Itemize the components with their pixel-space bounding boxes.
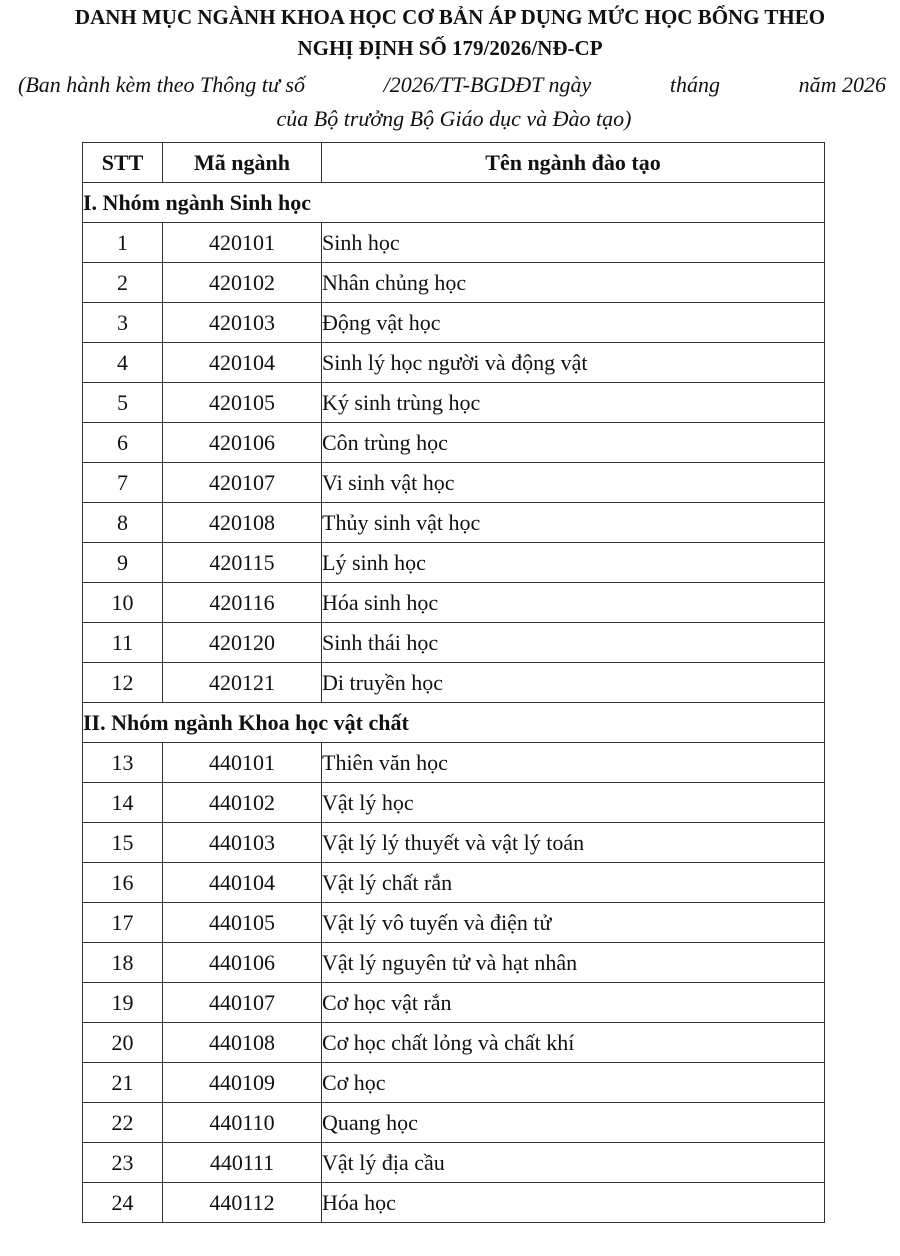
- row-stt: 6: [83, 423, 163, 463]
- group-row: [83, 703, 825, 743]
- subtitle-part3: tháng: [669, 72, 720, 97]
- row-code: 440109: [163, 1063, 322, 1103]
- row-code: 440112: [163, 1183, 322, 1223]
- table-header-row: [83, 143, 825, 183]
- row-code: 420102: [163, 263, 322, 303]
- table-row: [83, 503, 825, 543]
- row-name: Vi sinh vật học: [322, 463, 825, 503]
- row-code: 440102: [163, 783, 322, 823]
- row-stt: 16: [83, 863, 163, 903]
- row-name: Vật lý học: [322, 783, 825, 823]
- table-body: [83, 183, 825, 1223]
- table-row: [83, 1103, 825, 1143]
- table-row: [83, 903, 825, 943]
- group-row: [83, 183, 825, 223]
- row-stt: 2: [83, 263, 163, 303]
- row-stt: 1: [83, 223, 163, 263]
- document-title-line2: NGHỊ ĐỊNH SỐ 179/2026/NĐ-CP: [297, 36, 603, 60]
- row-code: 420121: [163, 663, 322, 703]
- row-code: 420101: [163, 223, 322, 263]
- table-row: [83, 583, 825, 623]
- row-code: 440110: [163, 1103, 322, 1143]
- row-stt: 22: [83, 1103, 163, 1143]
- row-name: Sinh thái học: [322, 623, 825, 663]
- row-code: 420107: [163, 463, 322, 503]
- table-row: [83, 463, 825, 503]
- subtitle-line2: của Bộ trưởng Bộ Giáo dục và Đào tạo): [276, 106, 632, 131]
- row-name: Sinh học: [322, 223, 825, 263]
- row-stt: 14: [83, 783, 163, 823]
- table-row: [83, 1183, 825, 1223]
- row-stt: 11: [83, 623, 163, 663]
- table-row: [83, 823, 825, 863]
- row-stt: 24: [83, 1183, 163, 1223]
- row-stt: 9: [83, 543, 163, 583]
- row-stt: 21: [83, 1063, 163, 1103]
- header-code: Mã ngành: [163, 143, 322, 183]
- row-name: Vật lý chất rắn: [322, 863, 825, 903]
- document-subtitle: [0, 68, 900, 136]
- row-name: Lý sinh học: [322, 543, 825, 583]
- table-row: [83, 383, 825, 423]
- row-stt: 5: [83, 383, 163, 423]
- row-name: Thủy sinh vật học: [322, 503, 825, 543]
- table-row: [83, 343, 825, 383]
- row-code: 440104: [163, 863, 322, 903]
- subtitle-part1: (Ban hành kèm theo Thông tư số: [18, 72, 305, 97]
- table-row: [83, 423, 825, 463]
- row-name: Quang học: [322, 1103, 825, 1143]
- table-row: [83, 743, 825, 783]
- row-code: 420105: [163, 383, 322, 423]
- table-row: [83, 863, 825, 903]
- row-name: Cơ học: [322, 1063, 825, 1103]
- row-name: Côn trùng học: [322, 423, 825, 463]
- row-code: 420104: [163, 343, 322, 383]
- row-stt: 17: [83, 903, 163, 943]
- row-name: Vật lý địa cầu: [322, 1143, 825, 1183]
- row-stt: 19: [83, 983, 163, 1023]
- row-name: Thiên văn học: [322, 743, 825, 783]
- table-row: [83, 223, 825, 263]
- group-title: II. Nhóm ngành Khoa học vật chất: [83, 703, 825, 743]
- row-code: 440107: [163, 983, 322, 1023]
- row-name: Vật lý nguyên tử và hạt nhân: [322, 943, 825, 983]
- row-code: 440105: [163, 903, 322, 943]
- subtitle-part2: /2026/TT-BGDĐT ngày: [383, 72, 592, 97]
- row-name: Hóa học: [322, 1183, 825, 1223]
- table-row: [83, 663, 825, 703]
- document-title-line1: DANH MỤC NGÀNH KHOA HỌC CƠ BẢN ÁP DỤNG MỨC HỌC BỔNG THEO: [74, 5, 826, 29]
- row-code: 420106: [163, 423, 322, 463]
- table-row: [83, 1023, 825, 1063]
- row-code: 420120: [163, 623, 322, 663]
- row-code: 440111: [163, 1143, 322, 1183]
- row-stt: 8: [83, 503, 163, 543]
- row-code: 440108: [163, 1023, 322, 1063]
- table-row: [83, 1063, 825, 1103]
- header-stt: STT: [83, 143, 163, 183]
- row-stt: 20: [83, 1023, 163, 1063]
- row-name: Vật lý vô tuyến và điện tử: [322, 903, 825, 943]
- row-code: 440106: [163, 943, 322, 983]
- row-code: 420108: [163, 503, 322, 543]
- table-row: [83, 983, 825, 1023]
- row-name: Cơ học chất lỏng và chất khí: [322, 1023, 825, 1063]
- row-name: Cơ học vật rắn: [322, 983, 825, 1023]
- row-stt: 12: [83, 663, 163, 703]
- row-name: Hóa sinh học: [322, 583, 825, 623]
- row-code: 440103: [163, 823, 322, 863]
- row-stt: 4: [83, 343, 163, 383]
- table-row: [83, 783, 825, 823]
- group-title: I. Nhóm ngành Sinh học: [83, 183, 825, 223]
- row-name: Di truyền học: [322, 663, 825, 703]
- table-row: [83, 263, 825, 303]
- row-name: Nhân chủng học: [322, 263, 825, 303]
- header-name: Tên ngành đào tạo: [322, 143, 825, 183]
- row-stt: 3: [83, 303, 163, 343]
- row-stt: 10: [83, 583, 163, 623]
- row-stt: 23: [83, 1143, 163, 1183]
- row-code: 420115: [163, 543, 322, 583]
- majors-table: [82, 142, 825, 1223]
- row-code: 420116: [163, 583, 322, 623]
- subtitle-line1: [0, 68, 900, 102]
- table-row: [83, 543, 825, 583]
- table-row: [83, 623, 825, 663]
- row-stt: 7: [83, 463, 163, 503]
- document-title: [0, 2, 900, 64]
- row-stt: 15: [83, 823, 163, 863]
- row-name: Động vật học: [322, 303, 825, 343]
- table-row: [83, 303, 825, 343]
- row-name: Ký sinh trùng học: [322, 383, 825, 423]
- row-stt: 13: [83, 743, 163, 783]
- table-row: [83, 943, 825, 983]
- row-name: Vật lý lý thuyết và vật lý toán: [322, 823, 825, 863]
- table-row: [83, 1143, 825, 1183]
- row-code: 440101: [163, 743, 322, 783]
- row-code: 420103: [163, 303, 322, 343]
- row-stt: 18: [83, 943, 163, 983]
- subtitle-part4: năm 2026: [798, 72, 886, 97]
- row-name: Sinh lý học người và động vật: [322, 343, 825, 383]
